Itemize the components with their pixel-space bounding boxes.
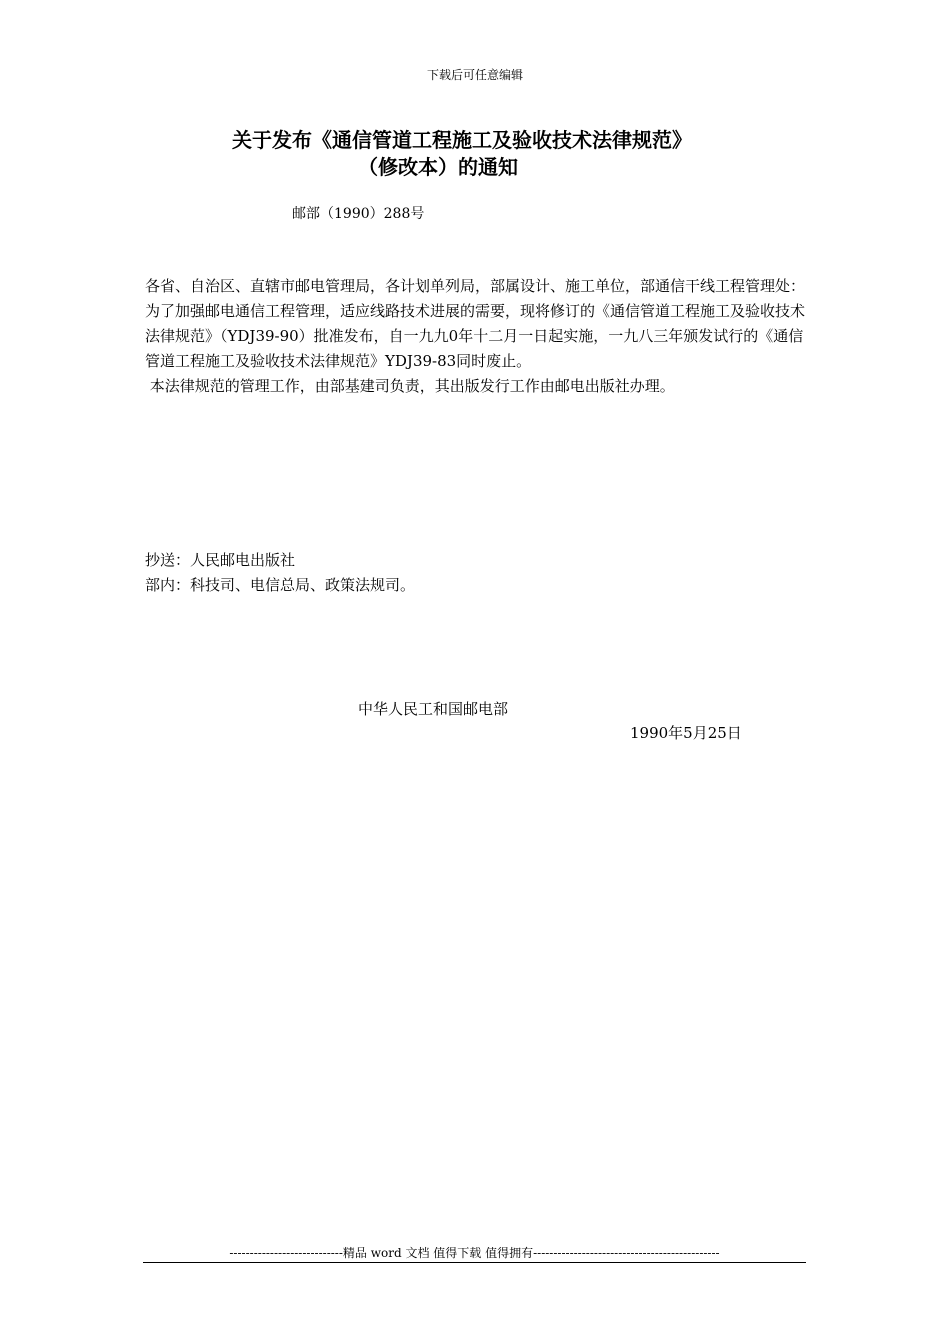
body-paragraph-2: 本法律规范的管理工作，由部基建司负责，其出版发行工作由邮电出版社办理。 [145,377,675,395]
cc-block [145,548,805,598]
header-note: 下载后可任意编辑 [426,68,523,82]
body-paragraph-1: 为了加强邮电通信工程管理，适应线路技术进展的需要，现将修订的《通信管道工程施工及验收技术法律规范》（YDJ39-90）批准发布，自一九九0年十二月一日起实施，一九八三年颁发试行的《通信管道工程施工及验收技术法律规范》YDJ39-83同时废止。 [145,302,806,370]
page-footer: ----------------------------精品 word 文档 值得下载 值得拥有---------------------------------------------- [143,1245,806,1263]
title-line-1: 关于发布《通信管道工程施工及验收技术法律规范》 [232,128,692,152]
cc-line-1: 抄送：人民邮电出版社 [145,551,296,569]
title-line-2: （修改本）的通知 [358,155,518,179]
cc-line-2: 部内：科技司、电信总局、政策法规司。 [145,576,416,594]
recipients-paragraph: 各省、自治区、直辖市邮电管理局，各计划单列局，部属设计、施工单位，部通信干线工程管理处： [145,277,806,295]
body-text [145,274,805,399]
document-number: 邮部（1990）288号 [292,206,425,222]
issue-date: 1990年5月25日 [630,724,742,742]
issuer-signature: 中华人民工和国邮电部 [358,700,509,718]
